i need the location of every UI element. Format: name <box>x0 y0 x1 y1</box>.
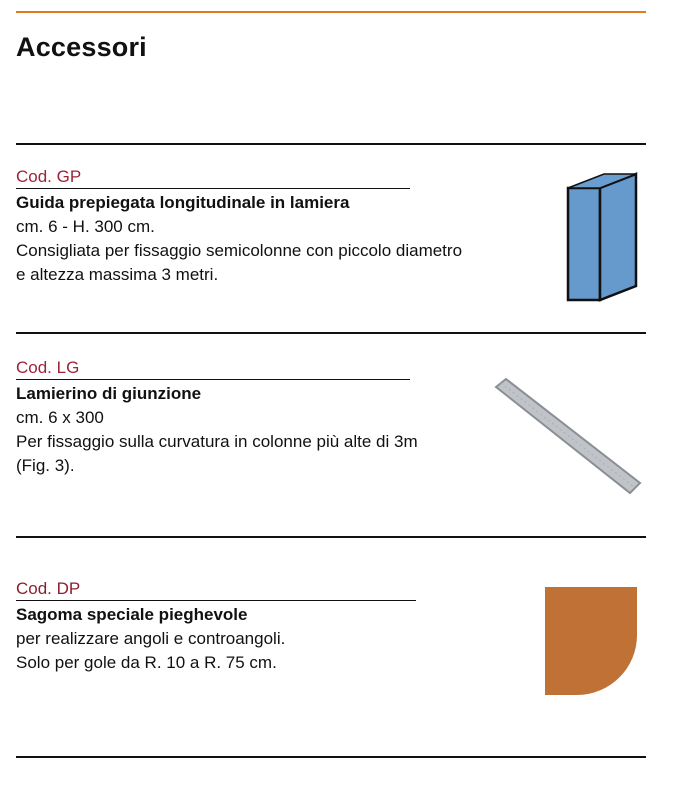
product-detail: cm. 6 - H. 300 cm. <box>16 217 155 236</box>
quarter-round-template-icon <box>543 585 639 697</box>
product-name: Lamierino di giunzione <box>16 384 202 403</box>
product-code: Cod. DP <box>16 578 416 601</box>
metal-strip-icon <box>490 375 644 497</box>
page-title: Accessori <box>16 32 147 62</box>
product-code: Cod. GP <box>16 166 410 189</box>
product-detail: (Fig. 3). <box>16 456 75 475</box>
accessory-item-gp <box>16 166 556 287</box>
top-accent-rule <box>16 11 646 13</box>
product-detail: per realizzare angoli e controangoli. <box>16 629 286 648</box>
product-detail: Per fissaggio sulla curvatura in colonne più alte di 3m <box>16 432 418 451</box>
product-detail: cm. 6 x 300 <box>16 408 104 427</box>
product-detail: e altezza massima 3 metri. <box>16 265 219 284</box>
product-name: Guida prepiegata longitudinale in lamiera <box>16 193 350 212</box>
accessory-item-dp <box>16 578 556 675</box>
product-code: Cod. LG <box>16 357 410 380</box>
product-detail: Solo per gole da R. 10 a R. 75 cm. <box>16 653 277 672</box>
section-divider <box>16 332 646 334</box>
folded-rail-icon <box>560 170 646 302</box>
accessory-item-lg <box>16 357 556 478</box>
product-name: Sagoma speciale pieghevole <box>16 605 248 624</box>
product-detail: Consigliata per fissaggio semicolonne con piccolo diametro <box>16 241 463 260</box>
section-divider <box>16 143 646 145</box>
section-divider <box>16 756 646 758</box>
section-divider <box>16 536 646 538</box>
